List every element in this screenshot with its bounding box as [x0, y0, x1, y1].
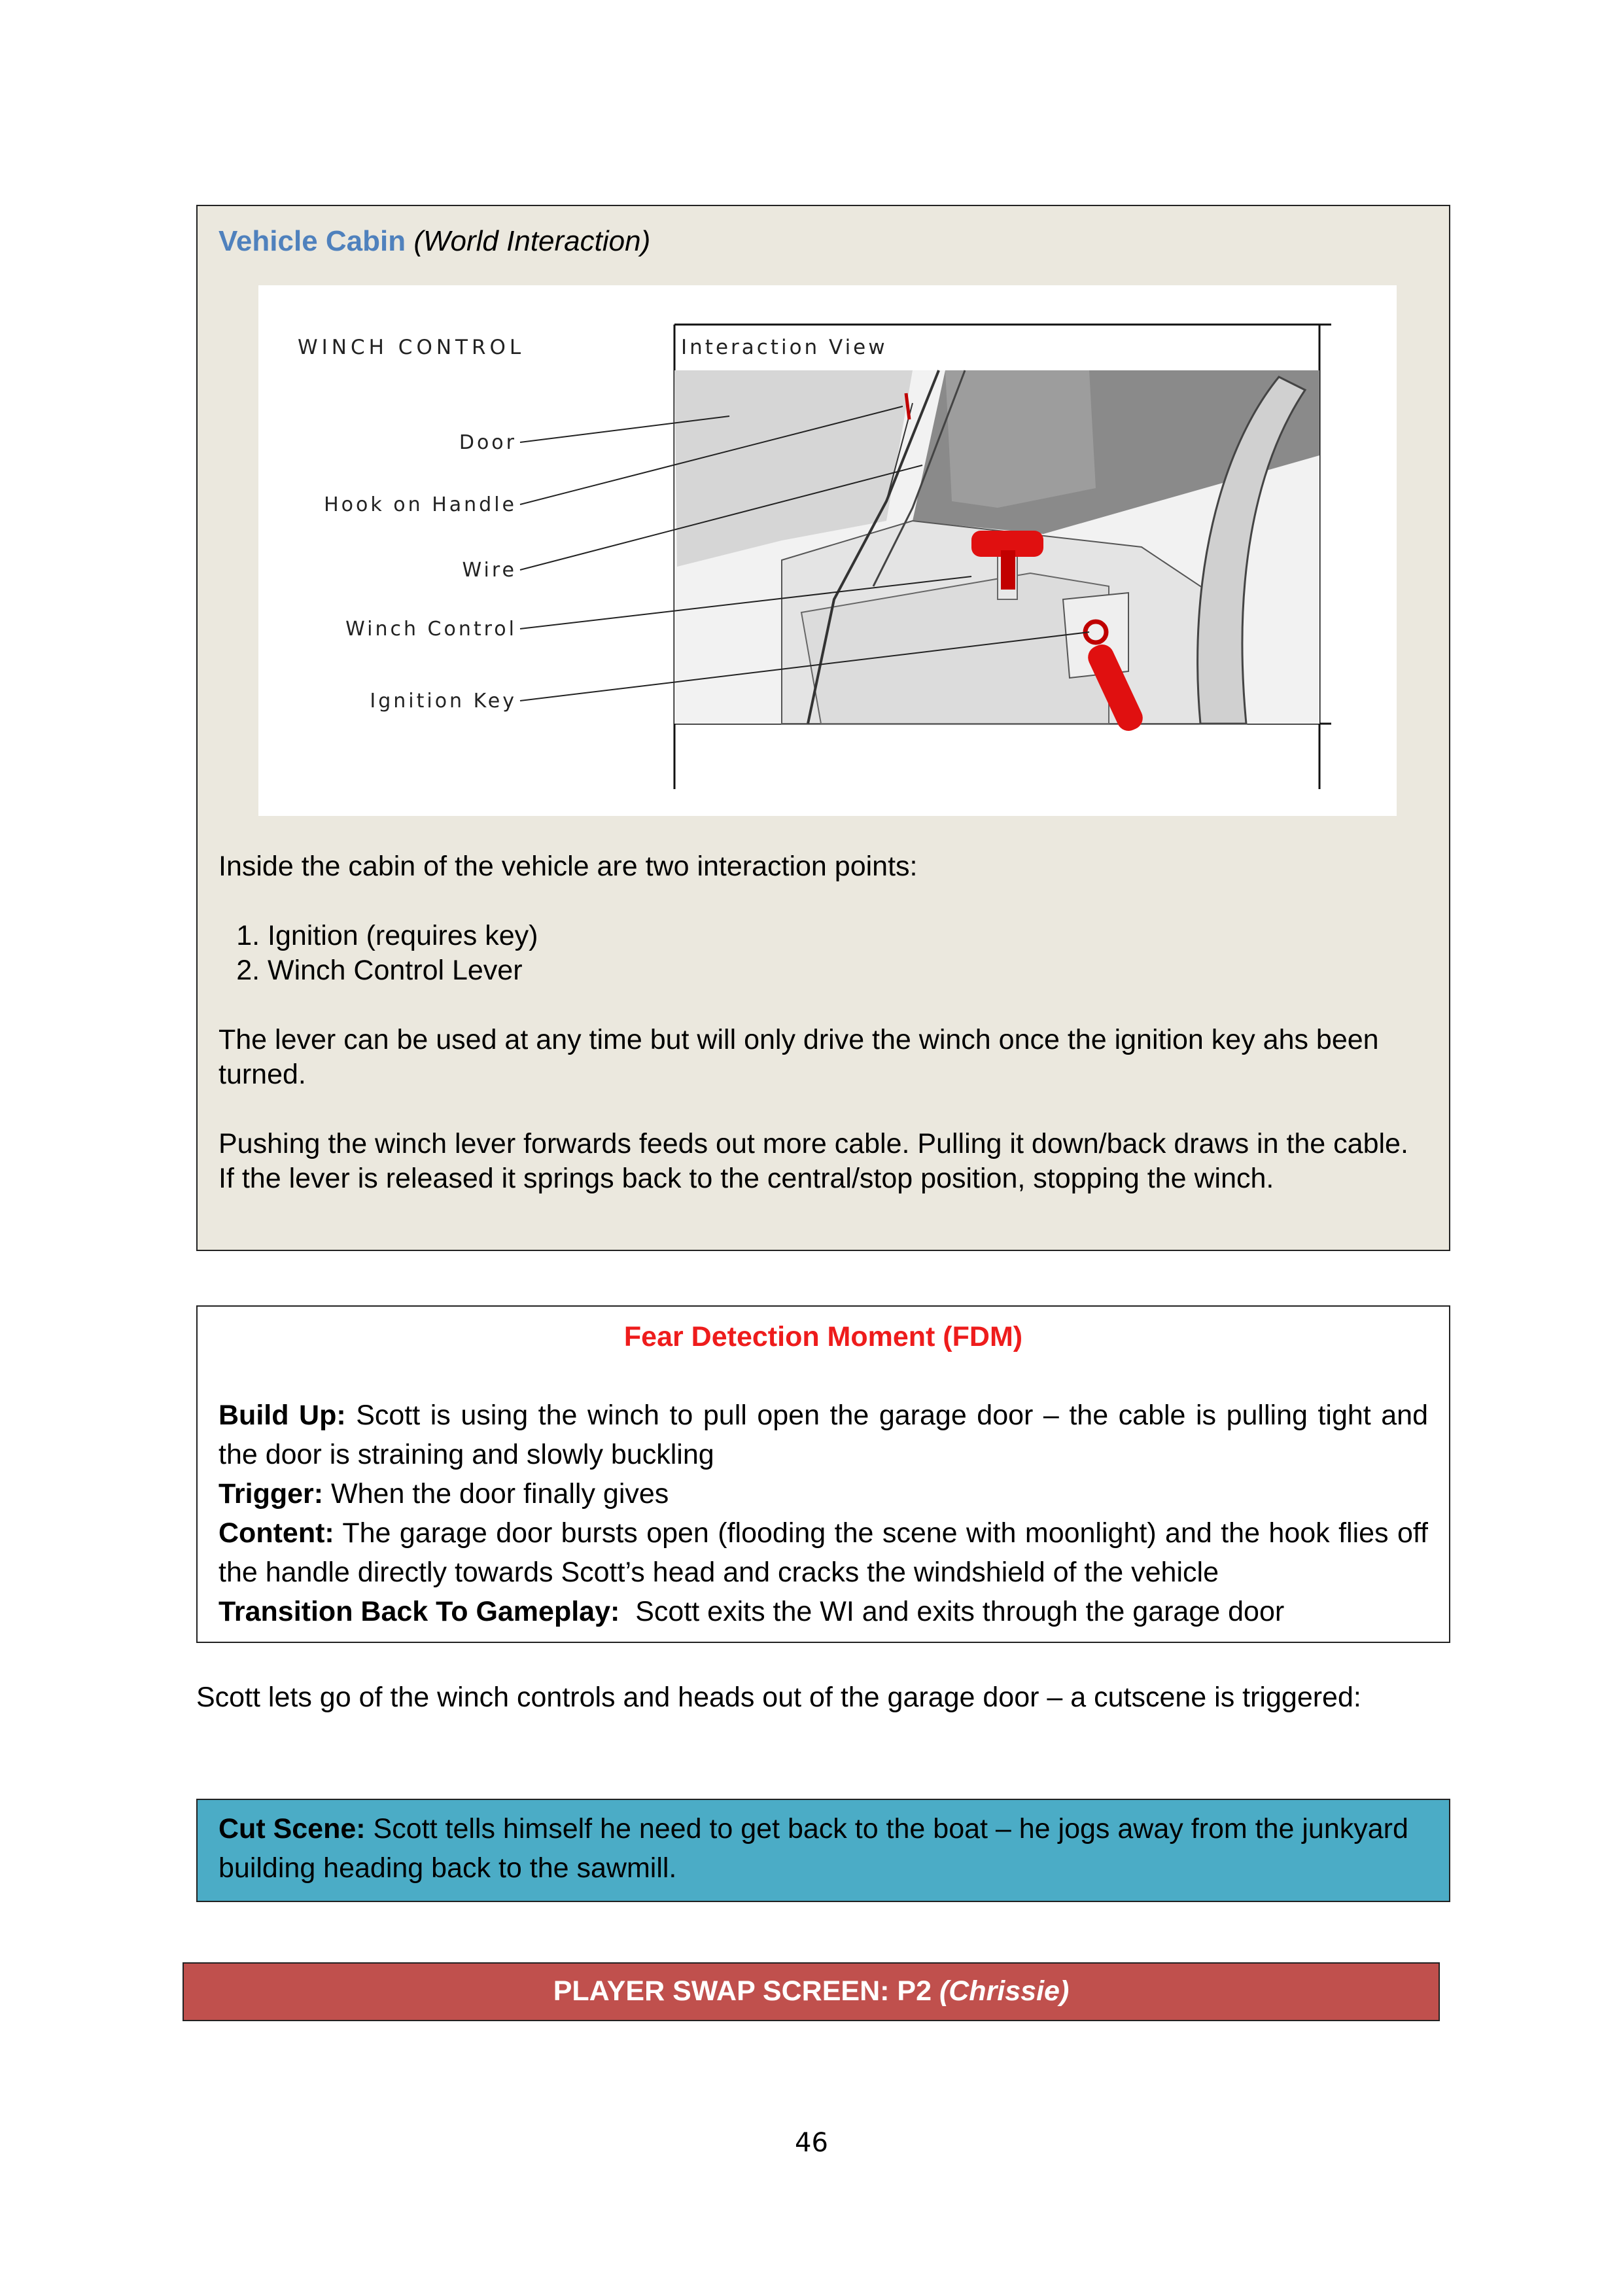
cutscene-text: Scott tells himself he need to get back to the boat – he jogs away from the junkyard building heading back to the sawmill.: [218, 1813, 1408, 1884]
figure-heading-left: WINCH CONTROL: [298, 336, 525, 359]
label-wire: Wire: [462, 559, 517, 582]
cutscene-panel: [196, 1799, 1450, 1902]
label-winch-control: Winch Control: [345, 618, 517, 641]
scott-paragraph: Scott lets go of the winch controls and heads out of the garage door – a cutscene is triggered:: [196, 1682, 1361, 1713]
fdm-content: [218, 1513, 1428, 1592]
cabin-paragraph-pushing: Pushing the winch lever forwards feeds out more cable. Pulling it down/back draws in the cable. If the lever is released it springs back to the central/stop position, stopping the winch.: [218, 1128, 1408, 1194]
build-up-label: Build Up:: [218, 1400, 346, 1431]
cutscene-label: Cut Scene:: [218, 1813, 366, 1845]
cabin-title: Vehicle Cabin: [218, 225, 406, 257]
cabin-heading: [218, 222, 1428, 261]
fdm-build-up: [218, 1396, 1428, 1474]
cabin-paragraph-lever: The lever can be used at any time but will only drive the winch once the ignition key ahs been turned.: [218, 1024, 1379, 1090]
list-item: 2. Winch Control Lever: [268, 953, 1429, 988]
cabin-intro: Inside the cabin of the vehicle are two interaction points:: [218, 851, 918, 882]
trigger-label: Trigger:: [218, 1478, 324, 1510]
label-door: Door: [459, 431, 517, 454]
figure-heading-right: Interaction View: [681, 336, 888, 359]
trigger-text: When the door finally gives: [323, 1478, 669, 1510]
fdm-trigger: [218, 1474, 1428, 1513]
transition-text: Scott exits the WI and exits through the garage door: [620, 1596, 1285, 1627]
fdm-body: [218, 1396, 1428, 1631]
cabin-subtitle: (World Interaction): [413, 225, 651, 257]
label-ignition-key: Ignition Key: [370, 690, 517, 713]
label-hook-on-handle: Hook on Handle: [324, 493, 517, 516]
cabin-description: [218, 849, 1429, 1231]
interaction-points-list: [218, 919, 1429, 988]
content-text: The garage door bursts open (flooding the scene with moonlight) and the hook flies off the handle directly towards Scott’s head and cracks the windshield of the vehicle: [218, 1517, 1428, 1588]
winch-control-figure: [258, 285, 1397, 816]
content-label: Content:: [218, 1517, 334, 1549]
player-swap-label: PLAYER SWAP SCREEN: P2: [553, 1975, 939, 2007]
vehicle-cabin-panel: [196, 205, 1450, 1251]
fdm-transition: [218, 1592, 1428, 1631]
list-item: 1. Ignition (requires key): [268, 919, 1429, 953]
transition-label: Transition Back To Gameplay:: [218, 1596, 620, 1627]
page-number: 46: [795, 2128, 828, 2158]
fdm-panel: [196, 1305, 1450, 1643]
player-swap-name: (Chrissie): [939, 1975, 1070, 2007]
build-up-text: Scott is using the winch to pull open the garage door – the cable is pulling tight and the door is straining and slowly buckling: [218, 1400, 1429, 1470]
fdm-title: Fear Detection Moment (FDM): [623, 1321, 1023, 1352]
winch-control-illustration: [258, 285, 1397, 816]
player-swap-banner: [183, 1962, 1440, 2021]
